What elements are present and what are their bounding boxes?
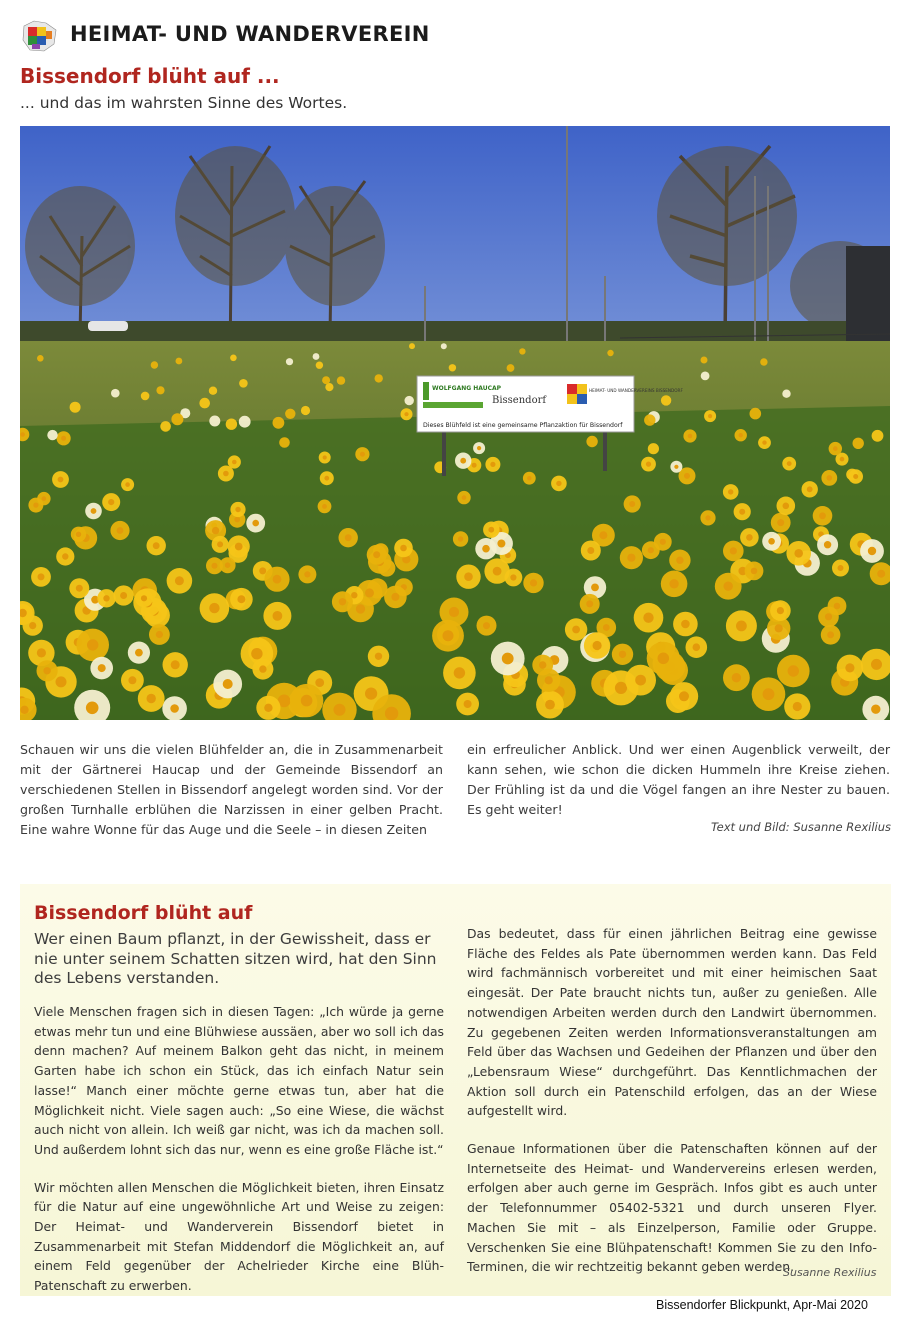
- article-subtitle: ... und das im wahrsten Sinne des Wortes.: [20, 94, 348, 112]
- daffodil-trumpet: [345, 534, 352, 541]
- daffodil-trumpet: [502, 653, 514, 665]
- daffodil-trumpet: [29, 622, 36, 629]
- daffodil-blossom: [337, 376, 345, 384]
- daffodil-trumpet: [117, 527, 124, 534]
- daffodil-trumpet: [76, 532, 81, 537]
- daffodil-blossom: [316, 362, 323, 369]
- daffodil-blossom: [230, 355, 237, 362]
- daffodil-trumpet: [825, 613, 832, 620]
- daffodil-trumpet: [732, 673, 741, 682]
- daffodil-trumpet: [472, 463, 477, 468]
- daffodil-blossom: [313, 353, 320, 360]
- daffodil-trumpet: [400, 545, 407, 552]
- daffodil-blossom: [279, 437, 290, 448]
- sign-caption: Dieses Blühfeld ist eine gemeinsame Pflanzaktion für Bissendorf: [423, 422, 623, 429]
- daffodil-trumpet: [385, 707, 398, 720]
- daffodil-trumpet: [76, 585, 83, 592]
- daffodil-trumpet: [838, 565, 844, 571]
- daffodil-trumpet: [464, 700, 472, 708]
- daffodil-blossom: [325, 383, 333, 391]
- daffodil-trumpet: [252, 520, 259, 527]
- daffodil-trumpet: [20, 432, 25, 437]
- daffodil-blossom: [375, 374, 383, 382]
- daffodil-trumpet: [635, 675, 646, 686]
- daffodil-trumpet: [853, 474, 858, 479]
- daffodil-trumpet: [42, 496, 47, 501]
- daffodil-trumpet: [304, 571, 310, 577]
- box-text-right: [467, 924, 877, 1295]
- daffodil-trumpet: [273, 611, 283, 621]
- daffodil-trumpet: [736, 621, 747, 632]
- daffodil-trumpet: [545, 676, 553, 684]
- daffodil-trumpet: [762, 440, 766, 444]
- daffodil-trumpet: [746, 534, 753, 541]
- daffodil-blossom: [141, 392, 150, 401]
- daffodil-trumpet: [38, 573, 45, 580]
- daffodil-trumpet: [572, 626, 580, 634]
- daffodil-trumpet: [763, 688, 775, 700]
- daffodil-trumpet: [324, 476, 329, 481]
- daffodil-trumpet: [58, 477, 64, 483]
- daffodil-trumpet: [43, 667, 50, 674]
- daffodil-blossom: [409, 343, 415, 349]
- daffodil-trumpet: [739, 509, 745, 515]
- daffodil-trumpet: [646, 462, 651, 467]
- daffodil-trumpet: [488, 527, 494, 533]
- daffodil-trumpet: [493, 567, 502, 576]
- daffodil-trumpet: [877, 570, 885, 578]
- daffodil-trumpet: [497, 540, 505, 548]
- daffodil-trumpet: [223, 679, 233, 689]
- daffodil-trumpet: [587, 547, 594, 554]
- daffodil-trumpet: [840, 457, 845, 462]
- daffodil-trumpet: [627, 554, 635, 562]
- daffodil-field-photo: [20, 126, 890, 720]
- daffodil-trumpet: [259, 665, 266, 672]
- daffodil-trumpet: [339, 598, 346, 605]
- daffodil-trumpet: [777, 607, 784, 614]
- daffodil-trumpet: [679, 691, 689, 701]
- daffodil-trumpet: [103, 595, 109, 601]
- daffodil-trumpet: [490, 462, 495, 467]
- daffodil-trumpet: [728, 489, 733, 494]
- daffodil-trumpet: [235, 543, 243, 551]
- daffodil-trumpet: [868, 547, 876, 555]
- daffodil-trumpet: [660, 539, 666, 545]
- box-paragraph: Das bedeutet, dass für einen jährlichen Beitrag eine gewisse Fläche des Feldes als Pate übernommen werden kann. Das Feld wird fachmännisch vorbereitet und mit einer heimischen Saat eingesät. Der Pate braucht nichts tun, außer zu genießen. Alle notwendigen Arbeiten werden durch den Landwirt übernommen. Zu gegebenen Zeiten werden Informationsveranstaltungen am Feld über das Wachsen und Gedeihen der Pflanzen und über den „Lebensraum Wiese“ durchgeführt. Das Kenntlichmachen der Aktion soll durch ein Patenschild erfolgen, das an der Wiese aufgestellt wird.: [467, 926, 877, 1119]
- daffodil-trumpet: [141, 595, 147, 601]
- daffodil-trumpet: [787, 461, 792, 466]
- publication-footer: Bissendorfer Blickpunkt, Apr-Mai 2020: [656, 1298, 868, 1312]
- daffodil-trumpet: [783, 503, 790, 510]
- daffodil-trumpet: [315, 678, 324, 687]
- daffodil-blossom: [760, 358, 767, 365]
- daffodil-trumpet: [643, 613, 653, 623]
- daffodil-blossom: [37, 355, 44, 362]
- daffodil-trumpet: [237, 595, 245, 603]
- daffodil-trumpet: [527, 476, 531, 480]
- daffodil-blossom: [209, 387, 217, 395]
- daffodil-trumpet: [693, 643, 701, 651]
- daffodil-trumpet: [171, 660, 180, 669]
- daffodil-trumpet: [20, 706, 28, 714]
- daffodil-blossom: [607, 350, 613, 356]
- daffodil-blossom: [151, 361, 158, 368]
- daffodil-trumpet: [681, 620, 690, 629]
- daffodil-trumpet: [273, 575, 282, 584]
- daffodil-trumpet: [676, 557, 683, 564]
- daffodil-blossom: [209, 416, 220, 427]
- daffodil-trumpet: [365, 688, 377, 700]
- daffodil-trumpet: [351, 592, 357, 598]
- daffodil-trumpet: [128, 676, 136, 684]
- daffodil-trumpet: [209, 603, 219, 613]
- daffodil-trumpet: [301, 695, 313, 707]
- daffodil-trumpet: [373, 551, 380, 558]
- article-paragraph: ein erfreulicher Anblick. Und wer einen Augenblick verweilt, der kann sehen, wie schon die dicken Hummeln ihre Kreise ziehen. Der Frühling ist da und die Vögel fangen an ihre Nester zu bauen. Es geht weiter!: [467, 742, 890, 817]
- daffodil-trumpet: [556, 481, 561, 486]
- daffodil-trumpet: [669, 579, 678, 588]
- org-name: HEIMAT- UND WANDERVEREIN: [70, 22, 430, 46]
- sign-brand-left: WOLFGANG HAUCAP: [432, 385, 502, 392]
- daffodil-trumpet: [98, 664, 106, 672]
- daffodil-trumpet: [356, 604, 365, 613]
- daffodil-trumpet: [120, 592, 127, 599]
- page-header: [20, 18, 900, 54]
- daffodil-blossom: [701, 357, 708, 364]
- daffodil-trumpet: [688, 434, 693, 439]
- daffodil-trumpet: [775, 624, 783, 632]
- daffodil-trumpet: [834, 603, 841, 610]
- daffodil-trumpet: [648, 547, 654, 553]
- daffodil-trumpet: [586, 600, 593, 607]
- daffodil-trumpet: [175, 576, 184, 585]
- daffodil-trumpet: [322, 504, 327, 509]
- daffodil-trumpet: [86, 702, 99, 715]
- daffodil-blossom: [661, 395, 671, 405]
- daffodil-trumpet: [539, 661, 546, 668]
- daffodil-trumpet: [591, 584, 599, 592]
- daffodil-trumpet: [217, 541, 223, 547]
- daffodil-trumpet: [788, 665, 799, 676]
- daffodil-blossom: [648, 443, 659, 454]
- box-paragraph: Genaue Informationen über die Patenschaften können auf der Internetseite des Heimat- und Wandervereins erlesen werden, erfolgen aber auch gerne im Gespräch. Infos gibt es auch unter der Telefonnummer 05402-5321 und durch unseren Flyer. Machen Sie mit – als Einzelperson, Familie oder Gruppe. Verschenken Sie eine Blühpatenschaft! Kommen Sie zu den Info-Terminen, die wir rechtzeitig bekannt geben werden.: [467, 1141, 877, 1275]
- daffodil-trumpet: [464, 572, 473, 581]
- daffodil-trumpet: [33, 503, 38, 508]
- daffodil-trumpet: [684, 473, 690, 479]
- daffodil-trumpet: [615, 682, 627, 694]
- box-quote: Wer einen Baum pflanzt, in der Gewissheit, dass er nie unter seinem Schatten sitzen wird, hat den Sinn des Lebens verstanden.: [34, 930, 437, 987]
- daffodil-trumpet: [739, 433, 743, 437]
- daffodil-trumpet: [37, 648, 46, 657]
- daffodil-trumpet: [824, 541, 831, 548]
- daffodil-blossom: [586, 436, 597, 447]
- daffodil-trumpet: [768, 538, 775, 545]
- daffodil-trumpet: [807, 486, 813, 492]
- article-text-right: [467, 740, 890, 820]
- daffodil-trumpet: [87, 639, 98, 650]
- daffodil-trumpet: [404, 412, 408, 416]
- daffodil-trumpet: [833, 446, 838, 451]
- daffodil-blossom: [782, 390, 790, 398]
- daffodil-trumpet: [510, 574, 516, 580]
- daffodil-blossom: [156, 386, 164, 394]
- daffodil-trumpet: [443, 630, 454, 641]
- daffodil-trumpet: [91, 508, 97, 514]
- daffodil-trumpet: [223, 471, 229, 477]
- daffodil-blossom: [441, 343, 447, 349]
- daffodil-trumpet: [705, 515, 710, 520]
- daffodil-trumpet: [462, 495, 467, 500]
- daffodil-trumpet: [477, 446, 481, 450]
- photo-credit: Text und Bild: Susanne Rexilius: [711, 820, 891, 834]
- daffodil-trumpet: [212, 527, 219, 534]
- daffodil-trumpet: [251, 648, 262, 659]
- daffodil-trumpet: [156, 631, 163, 638]
- daffodil-trumpet: [365, 588, 374, 597]
- daffodil-blossom: [239, 416, 251, 428]
- daffodil-trumpet: [360, 452, 365, 457]
- club-logo: [20, 18, 60, 54]
- daffodil-trumpet: [334, 704, 346, 716]
- daffodil-blossom: [70, 402, 81, 413]
- daffodil-trumpet: [212, 563, 218, 569]
- daffodil-trumpet: [62, 553, 68, 559]
- daffodil-trumpet: [147, 694, 156, 703]
- daffodil-trumpet: [483, 622, 490, 629]
- daffodil-trumpet: [593, 641, 602, 650]
- daffodil-blossom: [239, 379, 248, 388]
- daffodil-trumpet: [751, 568, 758, 575]
- building: [846, 246, 890, 346]
- daffodil-trumpet: [827, 475, 833, 481]
- daffodil-trumpet: [56, 676, 67, 687]
- daffodil-blossom: [644, 414, 655, 425]
- sign-brand-right: HEIMAT- UND WANDERVEREINS BISSENDORF: [589, 388, 683, 393]
- daffodil-trumpet: [827, 631, 834, 638]
- daffodil-blossom: [449, 364, 456, 371]
- daffodil-trumpet: [225, 562, 231, 568]
- daffodil-trumpet: [603, 624, 610, 631]
- box-paragraph: Wir möchten allen Menschen die Möglichkeit bieten, ihren Einsatz für die Natur auf eine ungewöhnliche Art und Weise zu zeigen: Der Heimat- und Wanderverein Bissendorf bietet in Zusammenarbeit mit Stefan Middendorf die Möglichkeit an, auf einem Feld gegenüber der Achelrieder Kirche eine Blüh- Patenschaft zu erwerben.: [34, 1179, 444, 1294]
- daffodil-trumpet: [170, 704, 179, 713]
- daffodil-trumpet: [375, 653, 382, 660]
- daffodil-blossom: [199, 398, 210, 409]
- daffodil-trumpet: [730, 547, 737, 554]
- daffodil-blossom: [160, 421, 171, 432]
- daffodil-blossom: [872, 430, 884, 442]
- daffodil-blossom: [286, 358, 293, 365]
- daffodil-trumpet: [232, 460, 237, 465]
- daffodil-trumpet: [794, 549, 803, 558]
- daffodil-trumpet: [871, 659, 882, 670]
- daffodil-trumpet: [599, 531, 607, 539]
- daffodil-trumpet: [724, 582, 733, 591]
- article-paragraph: Schauen wir uns die vielen Blühfelder an, die in Zusammenarbeit mit der Gärtnerei Haucap und der Gemeinde Bissendorf an verschiedenen Stellen in Bissendorf angelegt worden sind. Vor der großen Turnhalle erblühen die Narzissen in einer gelben Pracht. Eine wahre Wonne für das Auge und die Seele – in diesen Zeiten: [20, 742, 443, 837]
- box-text-left: [34, 1002, 444, 1314]
- daffodil-trumpet: [259, 567, 266, 574]
- daffodil-blossom: [322, 376, 330, 384]
- daffodil-blossom: [405, 396, 414, 405]
- daffodil-blossom: [171, 413, 183, 425]
- box-paragraph: Viele Menschen fragen sich in diesen Tagen: „Ich würde ja gerne etwas mehr tun und eine Blühwiese aussäen, aber wo soll ich das denn machen? Auf meinem Balkon geht das nicht, in meinem Garten habe ich schon ein Stück, das ich einfach Natur sein lasse!“ Manch einer möchte gerne etwas tun, aber hat die Möglichkeit nicht. Viele sagen auch: „So eine Wiese, die wächst auch nicht von allein. Ich weiß gar nicht, was ich da machen soll. Und außerdem lohnt sich das nur, wenn es eine große Fläche ist.“: [34, 1004, 444, 1157]
- daffodil-trumpet: [658, 653, 670, 665]
- daffodil-trumpet: [530, 579, 537, 586]
- daffodil-trumpet: [460, 458, 466, 464]
- daffodil-trumpet: [454, 667, 465, 678]
- daffodil-blossom: [176, 358, 183, 365]
- daffodil-trumpet: [108, 499, 114, 505]
- daffodil-trumpet: [482, 545, 490, 553]
- daffodil-trumpet: [708, 414, 712, 418]
- daffodil-trumpet: [845, 663, 854, 672]
- article-title: Bissendorf blüht auf ...: [20, 64, 280, 88]
- daffodil-blossom: [301, 406, 310, 415]
- daffodil-trumpet: [135, 649, 143, 657]
- daffodil-trumpet: [125, 482, 130, 487]
- daffodil-trumpet: [235, 507, 240, 512]
- daffodil-trumpet: [545, 700, 555, 710]
- daffodil-trumpet: [629, 501, 635, 507]
- box-title: Bissendorf blüht auf: [34, 902, 253, 924]
- daffodil-trumpet: [234, 517, 240, 523]
- article-text-left: [20, 740, 443, 840]
- daffodil-blossom: [273, 417, 285, 429]
- daffodil-trumpet: [619, 651, 626, 658]
- box-credit: Susanne Rexilius: [783, 1266, 877, 1279]
- daffodil-blossom: [285, 409, 295, 419]
- daffodil-trumpet: [458, 536, 463, 541]
- daffodil-blossom: [111, 389, 120, 398]
- daffodil-blossom: [750, 408, 762, 420]
- daffodil-trumpet: [819, 512, 826, 519]
- daffodil-blossom: [519, 348, 525, 354]
- daffodil-trumpet: [323, 455, 327, 459]
- daffodil-trumpet: [777, 519, 784, 526]
- daffodil-trumpet: [391, 593, 399, 601]
- daffodil-trumpet: [871, 705, 880, 714]
- daffodil-blossom: [47, 430, 57, 440]
- sign-brand-mid: Bissendorf: [492, 395, 547, 406]
- daffodil-trumpet: [264, 704, 272, 712]
- daffodil-trumpet: [449, 607, 459, 617]
- daffodil-blossom: [507, 364, 515, 372]
- daffodil-blossom: [226, 419, 237, 430]
- daffodil-trumpet: [674, 465, 678, 469]
- daffodil-trumpet: [793, 702, 802, 711]
- daffodil-blossom: [853, 438, 864, 449]
- daffodil-trumpet: [61, 436, 66, 441]
- daffodil-blossom: [701, 372, 710, 381]
- daffodil-trumpet: [153, 542, 160, 549]
